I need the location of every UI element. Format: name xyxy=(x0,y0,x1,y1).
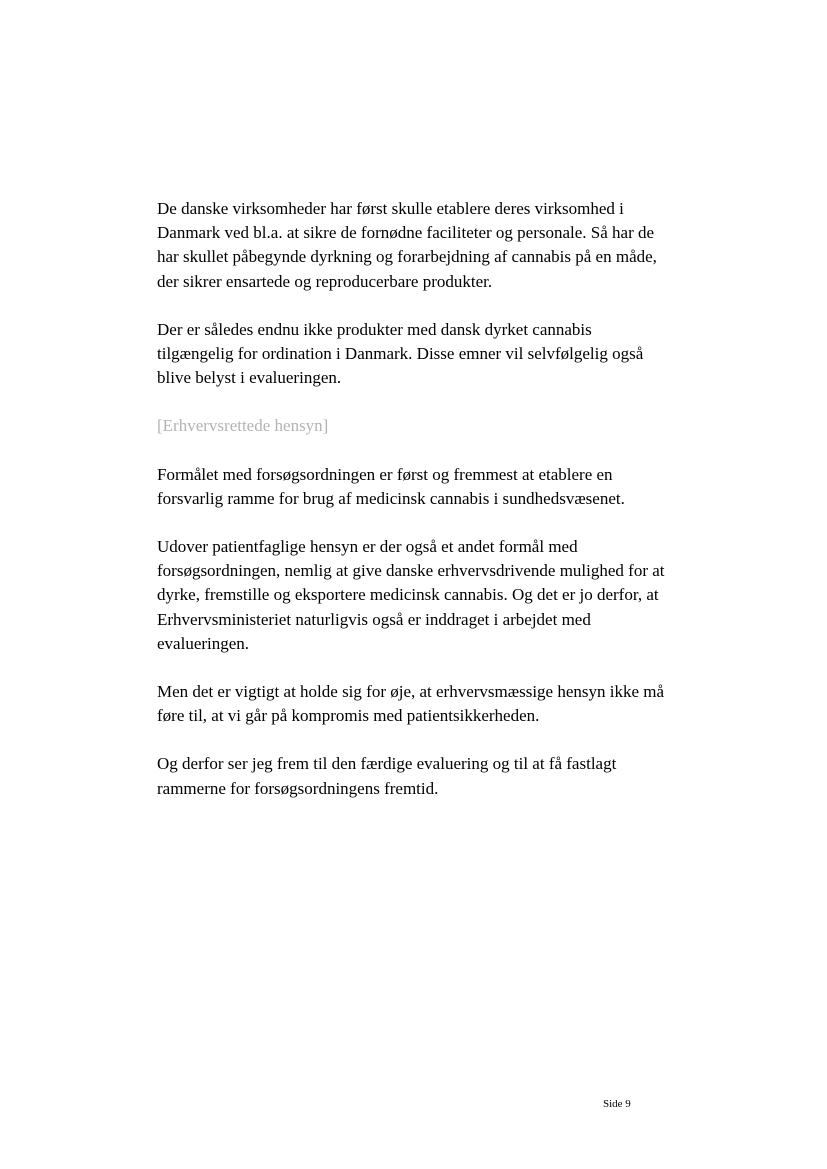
paragraph-business-purpose: Udover patientfaglige hensyn er der også et andet formål med forsøgsordningen, nemlig at give danske erhvervsdrivende mulighed for at dyrke, fremstille og eksportere medicinsk cannabis. Og det er jo derfor, at Erhvervsministeriet naturligvis også er inddraget i arbejdet med evalueringen. xyxy=(157,537,665,653)
paragraph-no-danish-products: Der er således endnu ikke produkter med dansk dyrket cannabis tilgængelig for ordination i Danmark. Disse emner vil selvfølgelig også blive belyst i evalueringen. xyxy=(157,319,644,388)
paragraph-purpose-of-scheme: Formålet med forsøgsordningen er først og fremmest at etablere en forsvarlig ramme for brug af medicinsk cannabis i sundhedsvæsenet. xyxy=(157,464,625,508)
paragraph-closing-evaluation: Og derfor ser jeg frem til den færdige evaluering og til at få fastlagt rammerne for forsøgsordningens fremtid. xyxy=(157,754,617,798)
paragraph-patient-safety: Men det er vigtigt at holde sig for øje, at erhvervsmæssige hensyn ikke må føre til, at vi går på kompromis med patientsikkerheden. xyxy=(157,682,665,726)
paragraph-establish-companies: De danske virksomheder har først skulle etablere deres virksomhed i Danmark ved bl.a. at sikre de fornødne faciliteter og personale. Så har de har skullet påbegynde dyrkning og forarbejdning af cannabis på en måde, der sikrer ensartede og reproducerbare produkter. xyxy=(157,199,657,291)
section-annotation-erhvervsrettede-hensyn: [Erhvervsrettede hensyn] xyxy=(157,416,329,436)
document-body xyxy=(157,197,669,825)
page-number-footer: Side 9 xyxy=(603,1098,631,1110)
